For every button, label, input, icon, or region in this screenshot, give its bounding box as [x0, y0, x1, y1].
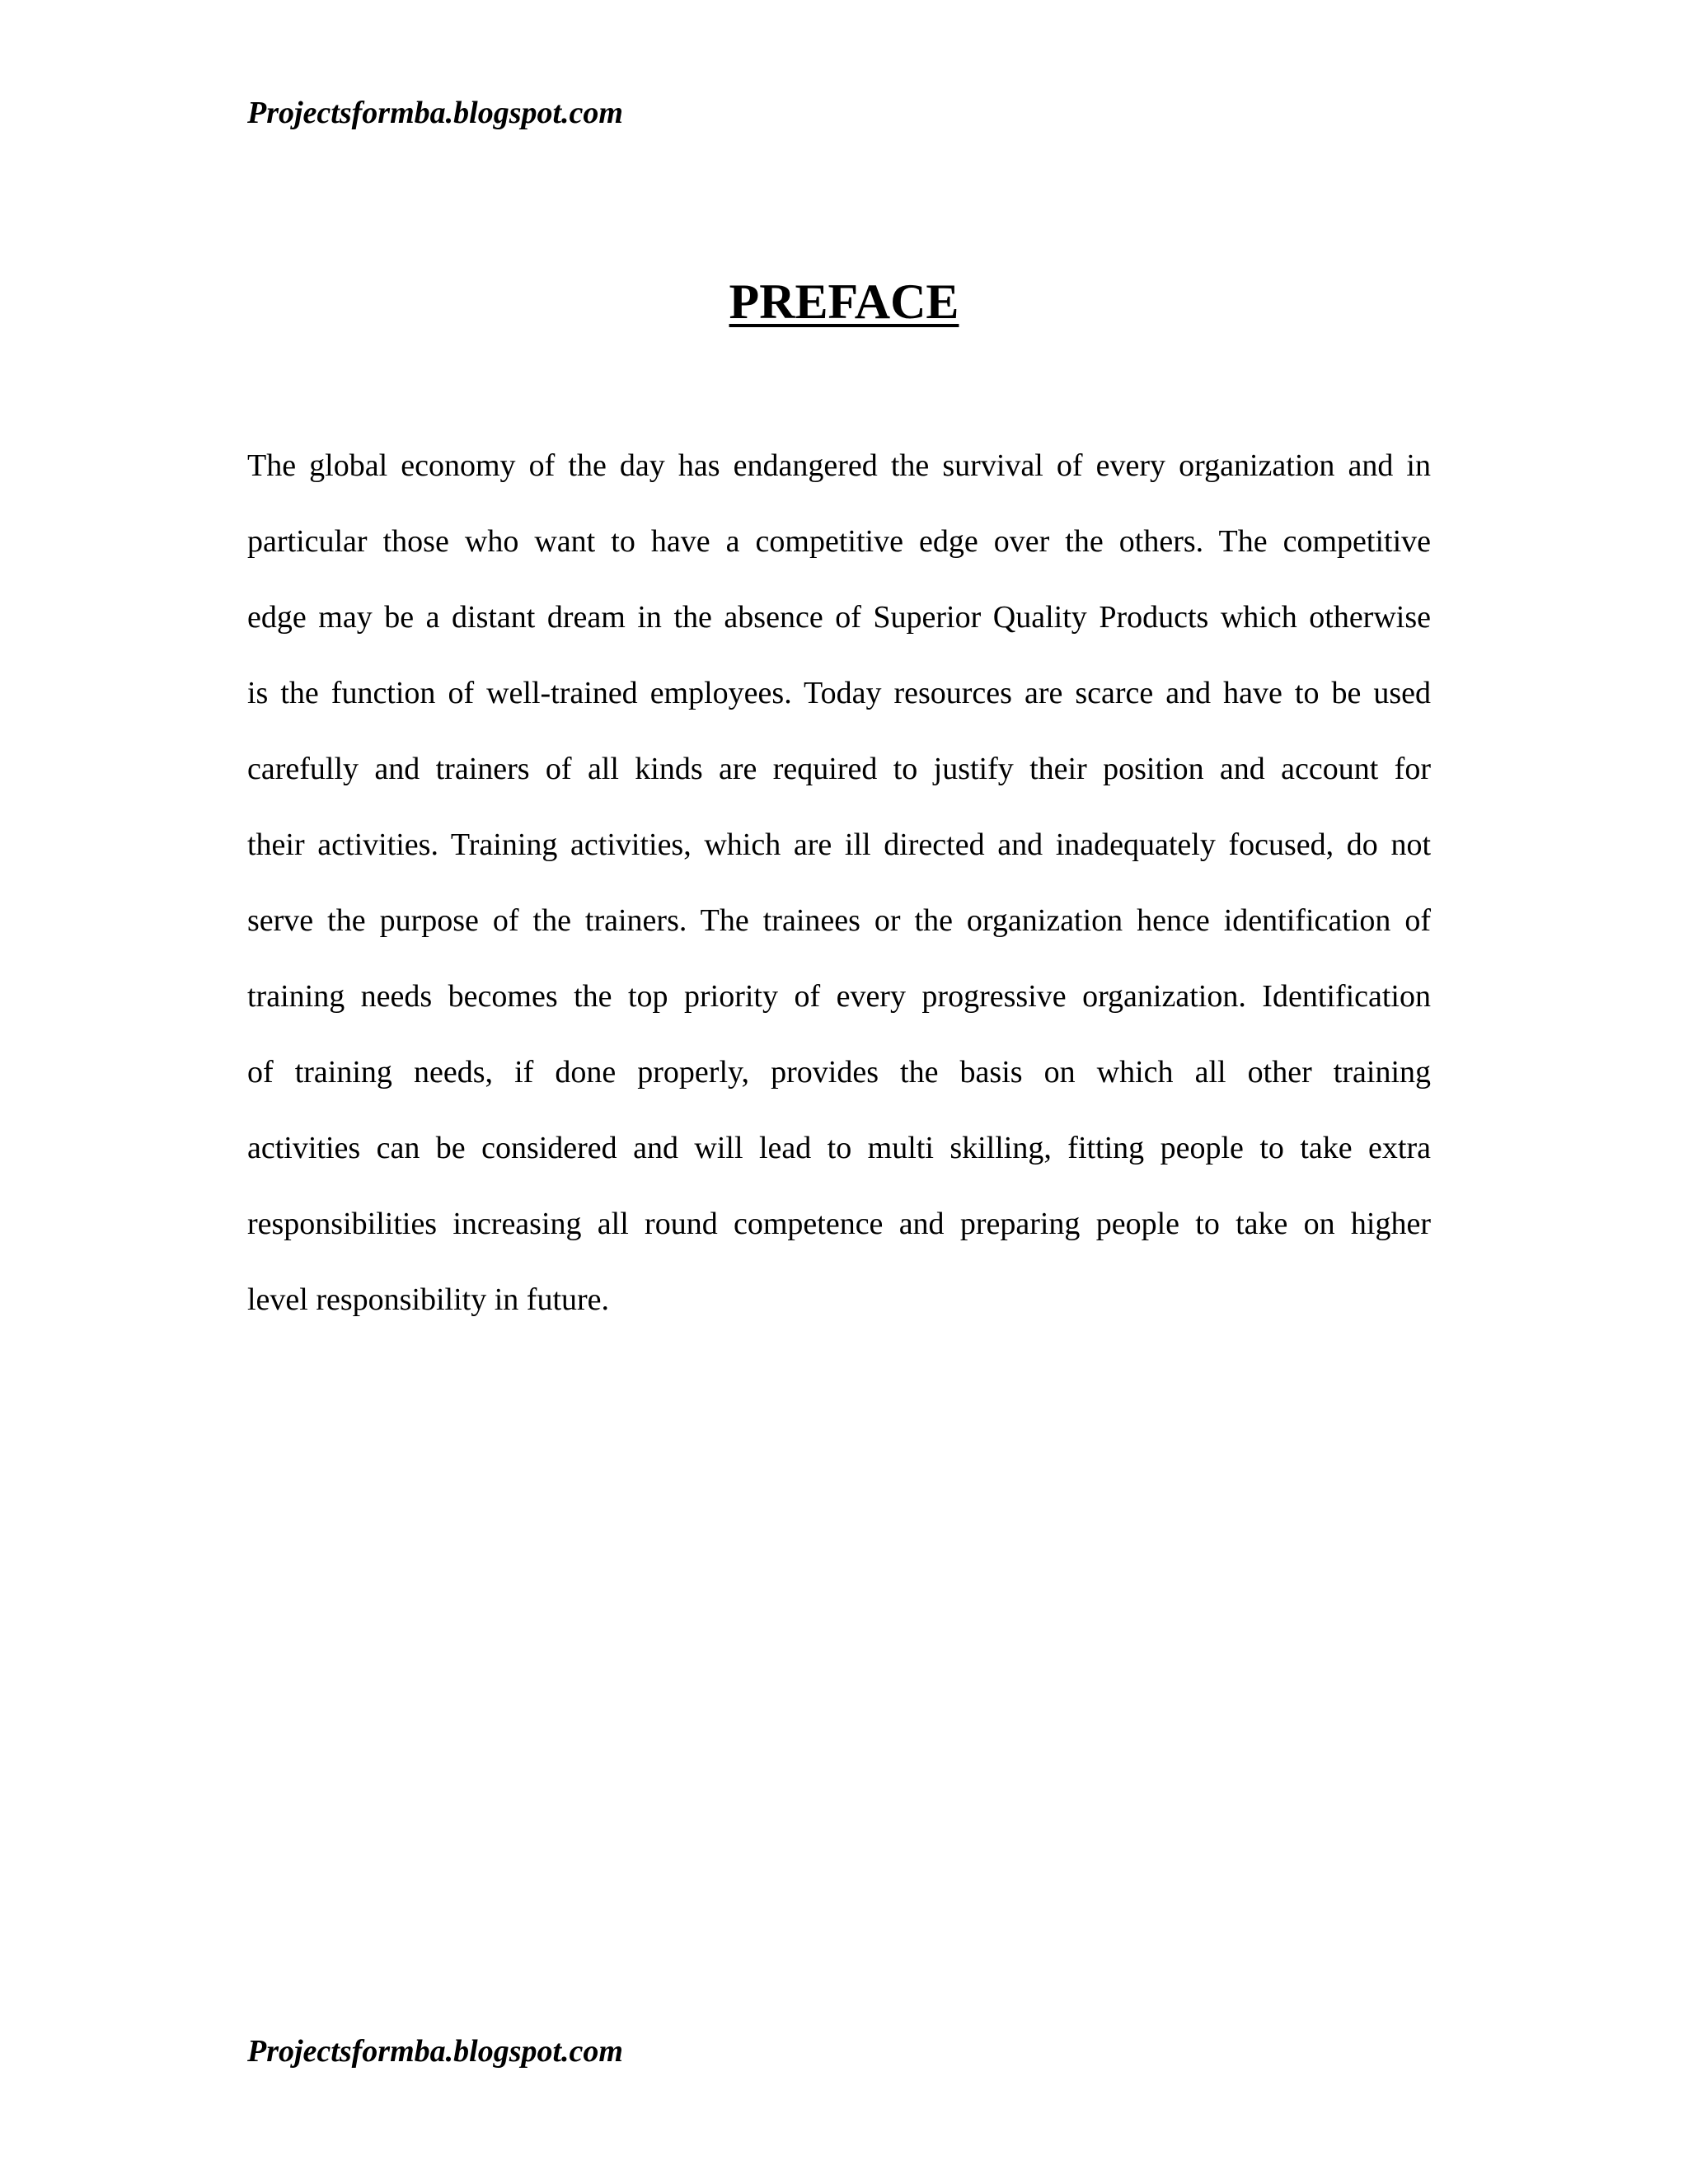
paragraph-line: of training needs, if done properly, provides the basis on which all other training — [247, 1055, 1431, 1090]
header-site-name: Projectsformba.blogspot.com — [247, 96, 623, 130]
paragraph-line: responsibilities increasing all round competence and preparing people to take on higher — [247, 1207, 1431, 1241]
page-title: PREFACE — [729, 274, 959, 329]
paragraph-line: carefully and trainers of all kinds are required to justify their position and account for — [247, 752, 1431, 786]
paragraph-line: The global economy of the day has endangered the survival of every organization and in — [247, 448, 1431, 483]
paragraph-line: level responsibility in future. — [247, 1282, 610, 1317]
paragraph-line: their activities. Training activities, which are ill directed and inadequately focused, do not — [247, 827, 1431, 862]
paragraph-line: edge may be a distant dream in the absence of Superior Quality Products which otherwise — [247, 600, 1431, 635]
paragraph-line: training needs becomes the top priority of every progressive organization. Identification — [247, 979, 1431, 1014]
paragraph-line: particular those who want to have a competitive edge over the others. The competitive — [247, 524, 1431, 559]
paragraph-line: is the function of well-trained employees. Today resources are scarce and have to be used — [247, 676, 1431, 710]
preface-paragraph — [247, 440, 1431, 1350]
paragraph-line: activities can be considered and will lead to multi skilling, fitting people to take extra — [247, 1131, 1431, 1165]
footer-site-name: Projectsformba.blogspot.com — [247, 2034, 623, 2069]
paragraph-line: serve the purpose of the trainers. The trainees or the organization hence identification of — [247, 903, 1431, 938]
